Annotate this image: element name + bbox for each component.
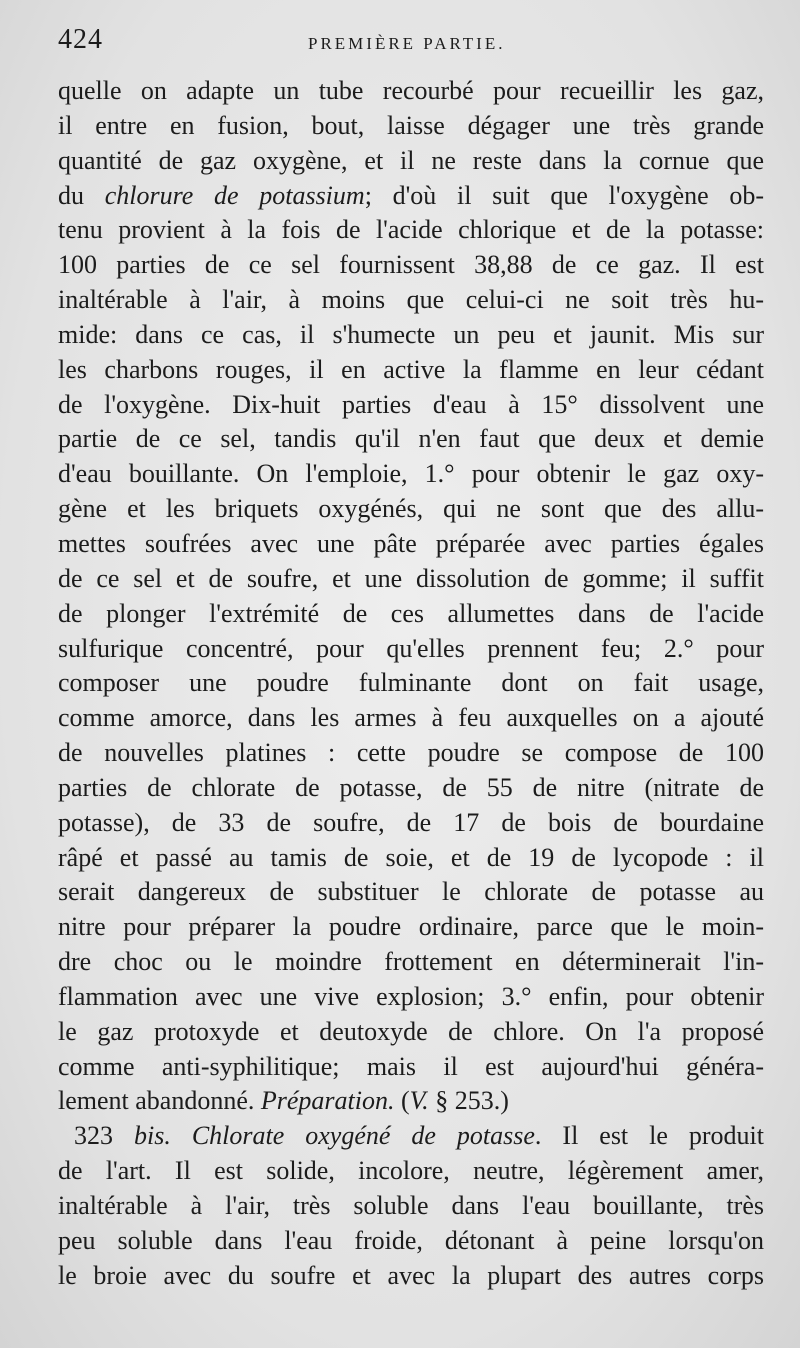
- text-line: 323 bis. Chlorate oxygéné de potasse. Il est le produit: [74, 1121, 764, 1151]
- text-line: nitre pour préparer la poudre ordinaire, parce que le moin-: [58, 912, 764, 942]
- italic-term: V.: [409, 1086, 429, 1116]
- italic-term: chlorure de potassium: [104, 180, 365, 210]
- text-line: dre choc ou le moindre frottement en déterminerait l'in-: [58, 947, 764, 977]
- italic-term: bis.: [133, 1121, 171, 1151]
- text-line: de l'oxygène. Dix-huit parties d'eau à 15° dissolvent une: [58, 389, 764, 419]
- body-text: [58, 74, 764, 1294]
- text-line: le broie avec du soufre et avec la plupart des autres corps: [58, 1260, 764, 1290]
- text-line: gène et les briquets oxygénés, qui ne sont que des allu-: [58, 494, 764, 524]
- text-line: lement abandonné. Préparation. (V. § 253.): [58, 1086, 509, 1116]
- text-line: potasse), de 33 de soufre, de 17 de bois de bourdaine: [58, 807, 764, 837]
- text-line: inaltérable à l'air, très soluble dans l'eau bouillante, très: [58, 1191, 764, 1220]
- page-header: [58, 24, 778, 64]
- text-line: inaltérable à l'air, à moins que celui-ci ne soit très hu-: [58, 285, 764, 315]
- text-line: mide: dans ce cas, il s'humecte un peu et jaunit. Mis sur: [58, 319, 764, 349]
- italic-term: Chlorate oxygéné de potasse: [191, 1121, 535, 1151]
- text-line: le gaz protoxyde et deutoxyde de chlore. On l'a proposé: [58, 1016, 764, 1046]
- text-line: de ce sel et de soufre, et une dissolution de gomme; il suffit: [58, 563, 764, 593]
- text-line: sulfurique concentré, pour qu'elles prennent feu; 2.° pour: [58, 633, 764, 663]
- text-line: du chlorure de potassium; d'où il suit que l'oxygène ob-: [58, 180, 764, 210]
- text-line: flammation avec une vive explosion; 3.° enfin, pour obtenir: [58, 981, 764, 1011]
- text-line: 100 parties de ce sel fournissent 38,88 de ce gaz. Il est: [58, 250, 764, 280]
- text-line: serait dangereux de substituer le chlorate de potasse au: [58, 877, 764, 907]
- italic-term: Préparation.: [260, 1086, 395, 1116]
- text-line: tenu provient à la fois de l'acide chlorique et de la potasse:: [58, 215, 764, 245]
- text-line: comme anti-syphilitique; mais il est aujourd'hui généra-: [58, 1051, 764, 1081]
- text-line: les charbons rouges, il en active la flamme en leur cédant: [58, 354, 764, 384]
- running-head: PREMIÈRE PARTIE.: [308, 34, 506, 53]
- text-line: d'eau bouillante. On l'emploie, 1.° pour obtenir le gaz oxy-: [58, 459, 764, 489]
- text-line: quelle on adapte un tube recourbé pour recueillir les gaz,: [58, 76, 764, 105]
- text-line: peu soluble dans l'eau froide, détonant à peine lorsqu'on: [58, 1225, 764, 1255]
- text-line: râpé et passé au tamis de soie, et de 19 de lycopode : il: [58, 842, 764, 872]
- text-line: mettes soufrées avec une pâte préparée avec parties égales: [58, 528, 764, 558]
- text-line: quantité de gaz oxygène, et il ne reste dans la cornue que: [58, 145, 764, 175]
- text-line: de l'art. Il est solide, incolore, neutre, légèrement amer,: [58, 1156, 764, 1186]
- text-line: comme amorce, dans les armes à feu auxquelles on a ajouté: [58, 703, 764, 733]
- page-number: 424: [58, 24, 103, 55]
- text-line: composer une poudre fulminante dont on fait usage,: [58, 668, 764, 698]
- text-line: parties de chlorate de potasse, de 55 de nitre (nitrate de: [58, 772, 764, 802]
- text-line: il entre en fusion, bout, laisse dégager une très grande: [58, 110, 764, 140]
- text-line: partie de ce sel, tandis qu'il n'en faut que deux et demie: [58, 424, 764, 454]
- text-line: de nouvelles platines : cette poudre se compose de 100: [58, 738, 764, 768]
- text-line: de plonger l'extrémité de ces allumettes dans de l'acide: [58, 598, 764, 628]
